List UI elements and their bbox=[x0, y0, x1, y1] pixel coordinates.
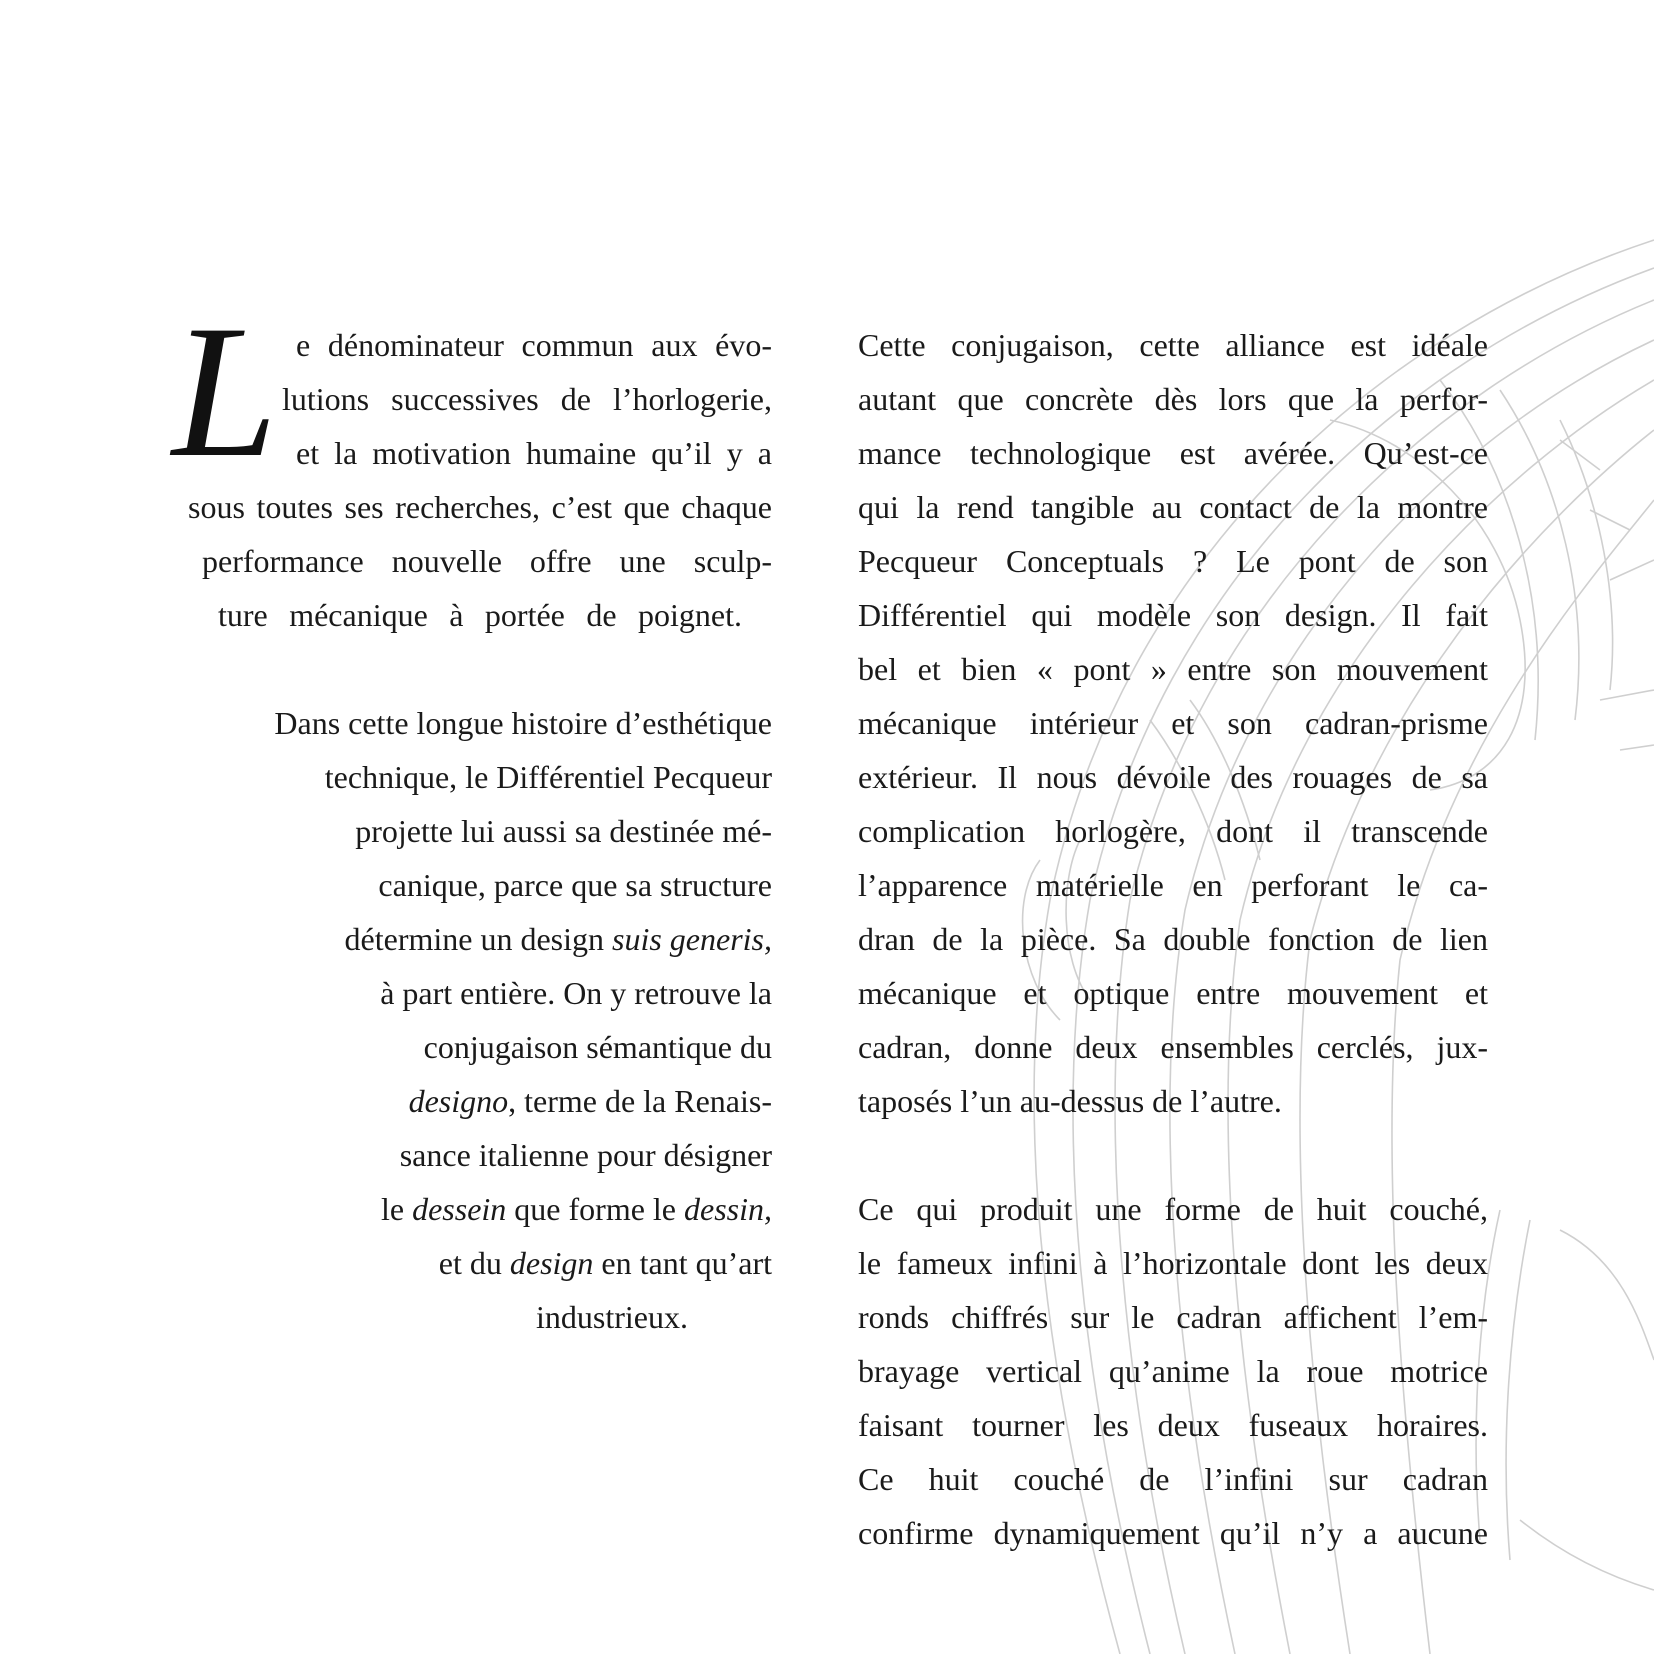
text-line: faisant tourner les deux fuseaux horaires. bbox=[858, 1407, 1488, 1443]
text-line: mécanique intérieur et son cadran-prisme bbox=[858, 705, 1488, 741]
text-line: conjugaison sémantique du bbox=[423, 1029, 772, 1065]
text-line: détermine un design suis generis, bbox=[344, 921, 772, 957]
drawing-arc-8 bbox=[1560, 420, 1613, 690]
drawing-strap-3 bbox=[1520, 1520, 1654, 1590]
text-line: confirme dynamiquement qu’il n’y a aucune bbox=[858, 1515, 1488, 1551]
text-line: et du design en tant qu’art bbox=[438, 1245, 772, 1281]
italic-term: dessin, bbox=[684, 1191, 772, 1227]
text-line: Pecqueur Conceptuals ? Le pont de son bbox=[858, 543, 1488, 579]
text-line: e dénominateur commun aux évo- bbox=[296, 327, 772, 363]
text-line: brayage vertical qu’anime la roue motrice bbox=[858, 1353, 1488, 1389]
text-line: lutions successives de l’horlogerie, bbox=[282, 381, 772, 417]
text-line: sous toutes ses recherches, c’est que chaque bbox=[188, 489, 772, 525]
text-line: Ce qui produit une forme de huit couché, bbox=[858, 1191, 1488, 1227]
italic-term: design bbox=[509, 1245, 594, 1281]
text-line: taposés l’un au-dessus de l’autre. bbox=[858, 1083, 1282, 1119]
text-line: autant que concrète dès lors que la perfor- bbox=[858, 381, 1488, 417]
text-line: projette lui aussi sa destinée mé- bbox=[355, 813, 772, 849]
text-line: l’apparence matérielle en perforant le ca- bbox=[858, 867, 1488, 903]
text-line: le fameux infini à l’horizontale dont les deux bbox=[858, 1245, 1488, 1281]
text-line: technique, le Différentiel Pecqueur bbox=[324, 759, 772, 795]
text-line: ture mécanique à portée de poignet. bbox=[218, 597, 742, 633]
text-line: industrieux. bbox=[536, 1299, 688, 1335]
text-line: designo, terme de la Renais- bbox=[408, 1083, 772, 1119]
text-line: sance italienne pour désigner bbox=[399, 1137, 772, 1173]
text-line: le dessein que forme le dessin, bbox=[381, 1191, 772, 1227]
text-line: Dans cette longue histoire d’esthétique bbox=[274, 705, 772, 741]
text-line: extérieur. Il nous dévoile des rouages de sa bbox=[858, 759, 1488, 795]
text-line: mécanique et optique entre mouvement et bbox=[858, 975, 1488, 1011]
text-line: canique, parce que sa structure bbox=[378, 867, 772, 903]
text-line: et la motivation humaine qu’il y a bbox=[296, 435, 772, 471]
italic-term: suis generis, bbox=[612, 921, 772, 957]
text-line: complication horlogère, dont il transcende bbox=[858, 813, 1488, 849]
text-line: qui la rend tangible au contact de la montre bbox=[858, 489, 1488, 525]
text-line: à part entière. On y retrouve la bbox=[380, 975, 772, 1011]
drop-cap: L bbox=[172, 287, 278, 497]
text-line: Cette conjugaison, cette alliance est idéale bbox=[858, 327, 1488, 363]
text-line: performance nouvelle offre une sculp- bbox=[202, 543, 772, 579]
text-line: dran de la pièce. Sa double fonction de lien bbox=[858, 921, 1488, 957]
text-line: Ce huit couché de l’infini sur cadran bbox=[858, 1461, 1488, 1497]
drawing-arc-9 bbox=[1500, 390, 1579, 720]
drawing-tick-1 bbox=[1560, 440, 1630, 530]
italic-term: dessein bbox=[412, 1191, 507, 1227]
text-line: Différentiel qui modèle son design. Il fait bbox=[858, 597, 1488, 633]
text-line: cadran, donne deux ensembles cerclés, jux- bbox=[858, 1029, 1488, 1065]
text-line: mance technologique est avérée. Qu’est-ce bbox=[858, 435, 1488, 471]
italic-term: designo bbox=[408, 1083, 509, 1119]
drawing-dial-edge bbox=[1600, 560, 1654, 750]
drawing-strap-2 bbox=[1560, 1230, 1654, 1360]
text-line: bel et bien « pont » entre son mouvement bbox=[858, 651, 1488, 687]
text-line: ronds chiffrés sur le cadran affichent l’em- bbox=[858, 1299, 1488, 1335]
